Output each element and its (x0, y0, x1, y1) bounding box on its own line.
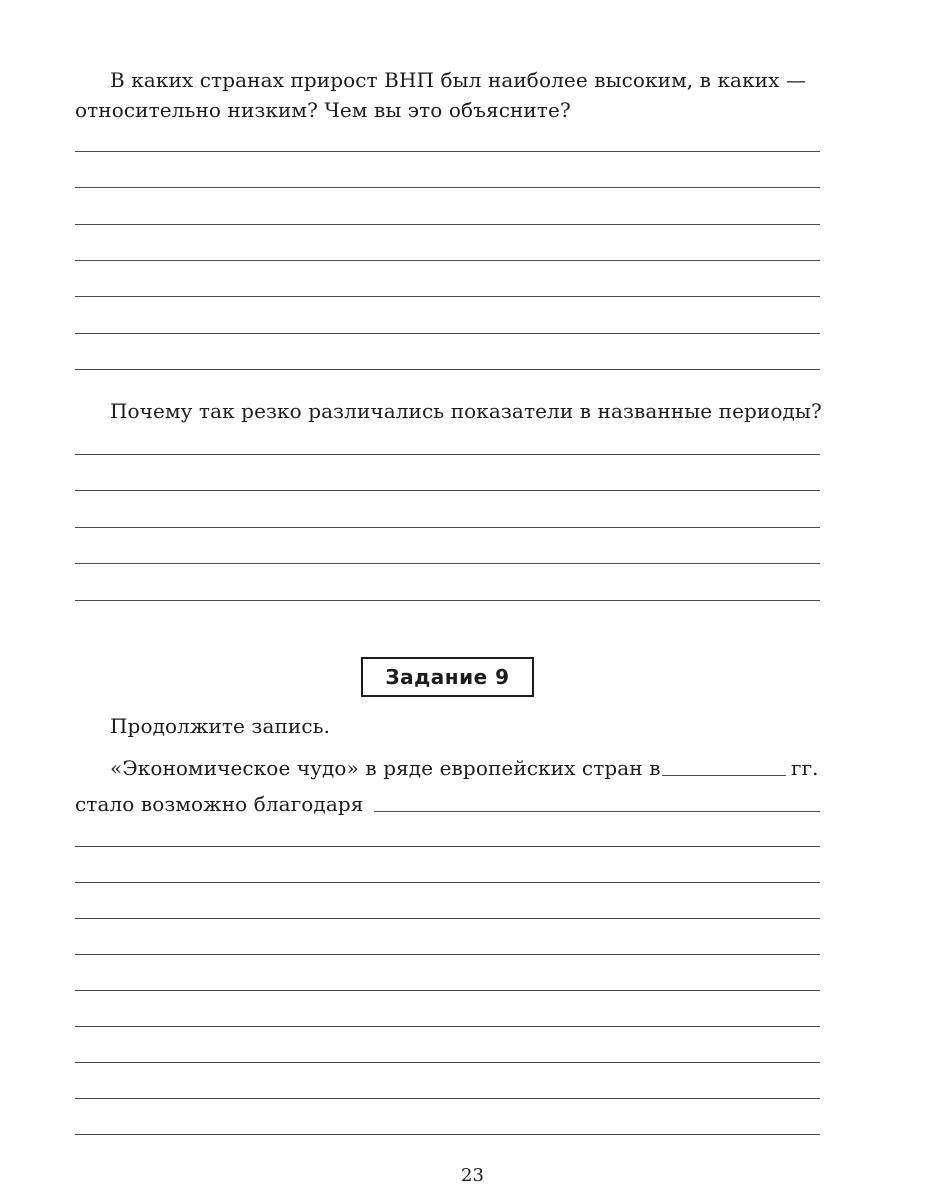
answer-line[interactable] (75, 260, 820, 261)
answer-line[interactable] (75, 527, 820, 528)
answer-line[interactable] (75, 954, 820, 955)
answer-line[interactable] (75, 1026, 820, 1027)
answer-line[interactable] (75, 187, 820, 188)
answer-line[interactable] (75, 1134, 820, 1135)
answer-line[interactable] (75, 151, 820, 152)
answer-line[interactable] (75, 563, 820, 564)
answer-line[interactable] (75, 1062, 820, 1063)
answer-line[interactable] (75, 1098, 820, 1099)
answer-line[interactable] (75, 600, 820, 601)
task-instruction: Продолжите запись. (110, 714, 331, 738)
answer-line[interactable] (75, 454, 820, 455)
answer-line[interactable] (75, 296, 820, 297)
question-1-line-1: В каких странах прирост ВНП был наиболее высоким, в каких — (110, 68, 807, 92)
task-title: Задание 9 (361, 657, 534, 697)
answer-line[interactable] (75, 490, 820, 491)
years-suffix: гг. (791, 756, 819, 780)
sentence-part-2: стало возможно благодаря (75, 792, 364, 816)
answer-line[interactable] (75, 882, 820, 883)
answer-line[interactable] (75, 918, 820, 919)
years-blank[interactable] (662, 775, 786, 776)
answer-line[interactable] (75, 369, 820, 370)
answer-line[interactable] (75, 846, 820, 847)
question-2-text: Почему так резко различались показатели в названные периоды? (110, 399, 822, 423)
page-number: 23 (461, 1165, 484, 1186)
answer-line[interactable] (75, 224, 820, 225)
question-1-line-2: относительно низким? Чем вы это объясните? (75, 98, 571, 122)
answer-line[interactable] (75, 990, 820, 991)
sentence-part-1: «Экономическое чудо» в ряде европейских стран в (110, 756, 661, 780)
answer-line[interactable] (75, 333, 820, 334)
reason-blank[interactable] (374, 811, 820, 812)
